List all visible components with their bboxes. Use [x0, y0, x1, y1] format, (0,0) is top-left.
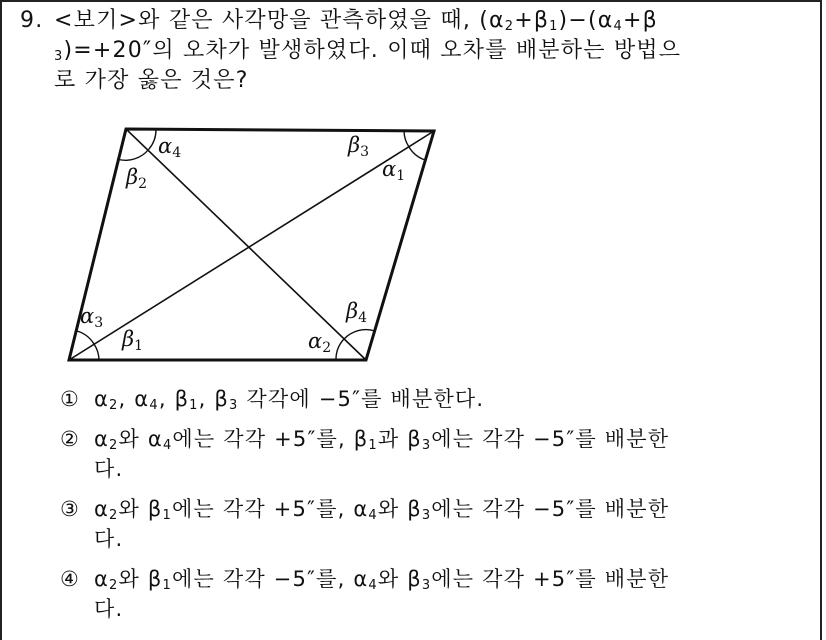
- angle-arc: [404, 131, 409, 147]
- subscript: 4: [613, 19, 623, 34]
- option-text-continuation: 다.: [94, 527, 124, 551]
- option-number: ②: [60, 427, 81, 451]
- subscript: 3: [54, 49, 64, 64]
- option-text-part: 에는 각각 +5″를, β: [172, 427, 369, 451]
- angle-label-beta1: β1: [122, 327, 144, 354]
- angle-label-beta2: β2: [126, 165, 148, 192]
- option-text: [94, 384, 780, 414]
- option-text-continuation: 다.: [94, 457, 124, 481]
- option-text-part: 와 α: [118, 427, 163, 451]
- angle-label-beta4: β4: [346, 299, 368, 326]
- option-text-part: , α: [118, 387, 150, 411]
- subscript: 1: [162, 578, 172, 593]
- subscript: 1: [549, 19, 559, 34]
- option-text-part: 에는 각각 −5″를, α: [171, 567, 369, 591]
- question-line-2: [20, 36, 780, 66]
- subscript: 3: [421, 508, 432, 523]
- option-number: ①: [60, 387, 81, 411]
- question-text-part: )−(α: [558, 8, 614, 33]
- option-text-part: , β: [158, 387, 190, 411]
- subscript: 2: [109, 438, 119, 453]
- option-text-part: 에는 각각 −5″를 배분한: [431, 497, 670, 521]
- quadrilateral-svg: [60, 120, 450, 370]
- question-number: 9.: [20, 8, 44, 33]
- diagonal-line: [69, 131, 434, 360]
- option-text: [94, 424, 780, 454]
- question-text-part: +β: [514, 8, 550, 33]
- angle-label-alpha1: α1: [382, 157, 406, 184]
- angle-label-alpha2: α2: [308, 329, 332, 356]
- angle-label-alpha4: α4: [158, 134, 182, 161]
- subscript: 4: [368, 578, 378, 593]
- subscript: 1: [162, 508, 172, 523]
- quadrilateral-diagram: [60, 120, 450, 370]
- subscript: 3: [421, 578, 432, 593]
- question-text-part: 로 가장 옳은 것은?: [54, 68, 249, 93]
- angle-arc: [77, 331, 94, 344]
- subscript: 4: [162, 438, 173, 453]
- option-text-part: 와 β: [118, 567, 163, 591]
- answer-options: [60, 384, 780, 624]
- option-3[interactable]: [60, 494, 780, 554]
- option-number: ③: [60, 497, 81, 521]
- option-text-part: , β: [198, 387, 230, 411]
- subscript: 4: [149, 398, 159, 413]
- angle-label-alpha3: α3: [80, 304, 104, 331]
- option-text-part: 에는 각각 −5″를 배분한: [431, 427, 670, 451]
- diagonal-line: [126, 129, 366, 360]
- subscript: 2: [109, 508, 119, 523]
- option-text-part: 각각에 −5″를 배분한다.: [238, 387, 485, 411]
- question-text-part: +β: [622, 8, 658, 33]
- question-text-part: <보기>와 같은 사각망을 관측하였을 때, (α: [54, 8, 505, 33]
- subscript: 2: [109, 398, 119, 413]
- angle-arc: [409, 147, 425, 160]
- subscript: 4: [368, 508, 378, 523]
- option-text-part: 에는 각각 +5″를 배분한: [431, 567, 670, 591]
- option-2[interactable]: [60, 424, 780, 484]
- option-4[interactable]: [60, 564, 780, 624]
- question-text-part: )=+20″의 오차가 발생하였다. 이때 오차를 배분하는 방법으: [63, 38, 682, 63]
- subscript: 1: [189, 398, 199, 413]
- angle-arc: [94, 344, 99, 360]
- option-text: [94, 564, 780, 594]
- option-1[interactable]: [60, 384, 780, 414]
- angle-arc: [149, 130, 156, 149]
- subscript: 2: [109, 578, 119, 593]
- option-text-part: 와 β: [118, 497, 163, 521]
- subscript: 3: [421, 438, 432, 453]
- option-text: [94, 494, 780, 524]
- option-text-part: α: [94, 387, 110, 411]
- question-line-3: [20, 66, 780, 96]
- angle-arc: [336, 339, 344, 360]
- angle-label-beta3: β3: [348, 133, 370, 160]
- option-number: ④: [60, 567, 81, 591]
- option-text-part: 와 β: [377, 497, 422, 521]
- option-text-part: α: [94, 497, 110, 521]
- question-text: [20, 6, 780, 96]
- subscript: 1: [368, 438, 378, 453]
- option-text-part: 와 β: [377, 567, 422, 591]
- option-text-part: 과 β: [377, 427, 422, 451]
- option-text-part: 에는 각각 +5″를, α: [171, 497, 369, 521]
- subscript: 2: [504, 19, 515, 34]
- option-text-part: α: [94, 427, 110, 451]
- option-text-part: α: [94, 567, 110, 591]
- subscript: 3: [229, 398, 239, 413]
- question-line-1: [20, 6, 780, 36]
- angle-arc: [344, 330, 375, 339]
- option-text-continuation: 다.: [94, 597, 124, 621]
